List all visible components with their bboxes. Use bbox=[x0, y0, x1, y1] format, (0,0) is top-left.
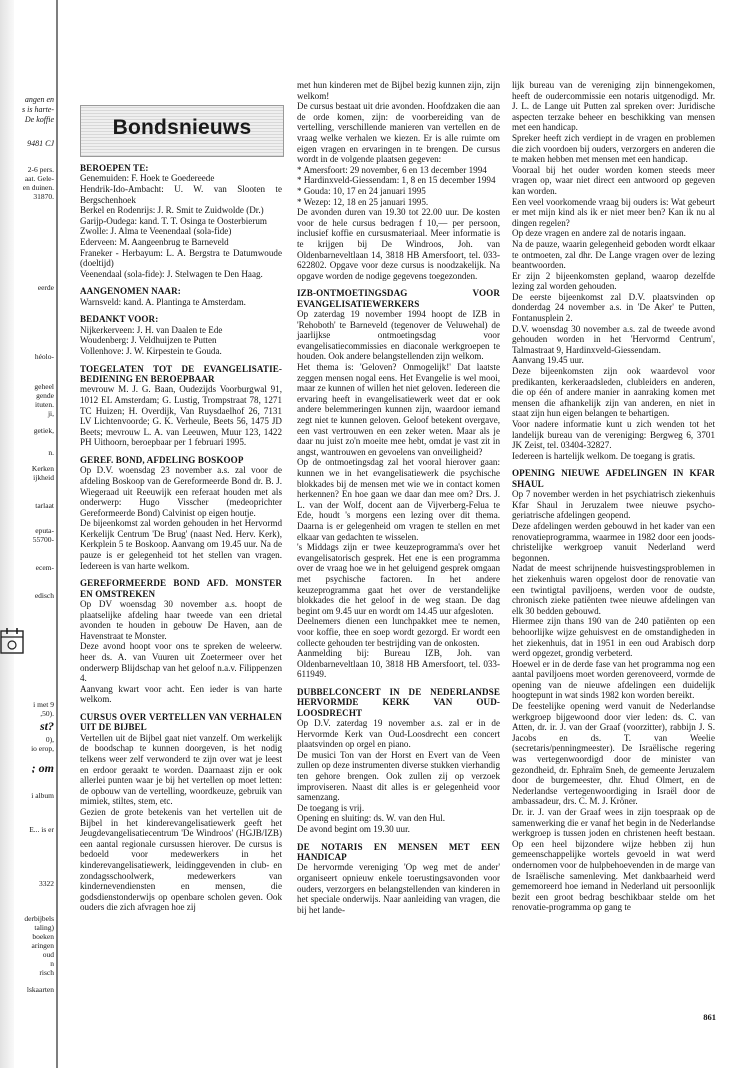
article-heading: BEROEPEN TE: bbox=[80, 163, 149, 173]
article-paragraph: 's Middags zijn er twee keuzeprogramma's over het evangelisatorisch gesprek. Het ene is een programma over de vraag hoe we in het geluigend gesprek omgaan met psychische factoren. In het andere keuzeprogramma gaat het over de verstandelijke blokkades die het geloof in de weg staan. De dag begint om 9.45 uur en wordt om 14.45 uur afgesloten. bbox=[297, 542, 500, 616]
section-masthead bbox=[80, 105, 284, 157]
article-heading: GEREFORMEERDE BOND AFD. MONSTER EN OMSTREKEN bbox=[80, 578, 282, 599]
article-paragraph: Veenendaal (sola-fide): J. Stelwagen te Den Haag. bbox=[80, 268, 263, 279]
article-paragraph: Garijp-Oudega: kand. T. T. Osinga te Oosterbierum bbox=[80, 215, 267, 226]
previous-page-fragment: st? bbox=[39, 722, 54, 731]
article-paragraph: Deze bijeenkomsten zijn ook waardevol voor predikanten, kerkeraadsleden, clubleiders en anderen, die op één of andere manier in aanraking komen met mensen die afhankelijk zijn van anderen, en niet in staat zijn hun eigen belangen te behartigen. bbox=[512, 366, 715, 419]
article-paragraph: De hervormde vereniging 'Op weg met de ander' organiseert opnieuw enkele toerustingsavonden voor ouders, verzorgers en belangstellenden van kinderen in het speciale onderwijs. Naar aanleiding van vragen, die bij het lande- bbox=[297, 862, 500, 915]
previous-page-fragment: 0), bbox=[45, 735, 54, 744]
article-paragraph: D.V. woensdag 30 november a.s. zal de tweede avond gehouden worden in het 'Hervormd Centrum', Talmastraat 9, Hardinxveld-Giessendam. bbox=[512, 323, 715, 355]
article-paragraph: Warnsveld: kand. A. Plantinga te Amsterdam. bbox=[80, 296, 246, 307]
article-paragraph: Vertellen uit de Bijbel gaat niet vanzelf. Om werkelijk de boodschap te kunnen doorgeven, is het nodig telkens weer zelf verwonderd te zijn over wat je leest en erdoor geraakt te worden. Daarnaast zijn er ook allerlei punten waar je bij het vertellen op moet letten: de opbouw van de vertelling, woordkeuze, gebruik van mimiek, stiltes, stem, etc. bbox=[80, 732, 282, 807]
section-title: Bondsnieuws bbox=[112, 116, 252, 139]
previous-page-fragment: angen en bbox=[24, 95, 54, 104]
previous-page-fragment: ijkheid bbox=[33, 473, 54, 482]
previous-page-fragment: io erop, bbox=[31, 744, 54, 753]
article-paragraph: Nijkerkerveen: J. H. van Daalen te Ede bbox=[80, 324, 223, 335]
previous-page-fragment: ji, bbox=[47, 409, 54, 418]
previous-page-fragment: eputa- bbox=[35, 526, 54, 535]
article-paragraph: Op de ontmoetingsdag zal het vooral hierover gaan: kunnen we in het evangelisatiewerk die psychische blokkades bij de mensen met wie we in contact komen herkennen? En hoe gaan we daar dan mee om? Drs. J. L. van der Wolf, docent aan de Vijverberg-Felua te Ede, houdt 's morgens een lezing over dit thema. Daarna is er gelegenheid om vragen te stellen en met elkaar van gedachten te wisselen. bbox=[297, 457, 500, 542]
article-paragraph: De feestelijke opening werd vanuit de Nederlandse werkgroep bijgewoond door vier leden: ds. C. van Atten, dr. ir. J. van der Graaf (voorzitter), rabbijn J. S. Jacobs en ds. T. van Weelie (secretaris/penningmeester). De Israëlische regering was vertegenwoordigd door de minister van gezondheid, dr. Ephraïm Sneh, de gemeente Jeruzalem door de burgemeester, dhr. Ehud Olmert, en de Nederlandse vertegenwoordiging in Israël door de ambassadeur, drs. C. M. J. Kröner. bbox=[512, 701, 715, 807]
article-paragraph: De musici Ton van der Horst en Evert van de Veen zullen op deze instrumenten diverse stukken vierhandig ten gehore brengen. Ook zullen zij op verzoek improviseren. Naast dit alles is er gelegenheid voor samenzang. bbox=[297, 749, 500, 803]
previous-page-fragment: eerde bbox=[37, 283, 54, 292]
article-paragraph: De bijeenkomst zal worden gehouden in het Hervormd Kerkelijk Centrum 'De Brug' (naast Ned. Herv. Kerk), Kerkplein 5 te Boskoop. Aanvang om 19.45 uur. Na de pauze is er gelegenheid tot het stellen van vragen. Iedereen is van harte welkom. bbox=[80, 518, 282, 571]
article-paragraph: Aanvang kwart voor acht. Een ieder is van harte welkom. bbox=[80, 683, 282, 705]
article-paragraph: Franeker - Herbayum: L. A. Bergstra te Datumwoude (doeltijd) bbox=[80, 247, 282, 269]
article-paragraph: Hiermee zijn thans 190 van de 240 patiënten op een behoorlijke wijze gehuisvest en de omstandigheden in het ziekenhuis, dat in 1951 in een oud Arabisch dorp werd opgezet, grondig verbeterd. bbox=[512, 616, 715, 659]
previous-page-fragment: ecem- bbox=[35, 563, 54, 572]
previous-page-fragment: aat. Gele- bbox=[24, 174, 54, 183]
previous-page-fragment: 31870. bbox=[33, 192, 54, 201]
article-paragraph: Hoewel er in de derde fase van het programma nog een aantal paviljoens moet worden gerenoveerd, vormde de opening van de nieuwe afdelingen een duidelijk hoogtepunt in wat sinds 1982 kon worden bereikt. bbox=[512, 658, 715, 701]
article-heading: DUBBELCONCERT IN DE NEDERLANDSE HERVORMDE KERK VAN OUD-LOOSDRECHT bbox=[297, 686, 500, 718]
previous-page-fragment: derbijbels bbox=[24, 914, 54, 923]
previous-page-fragment: edisch bbox=[34, 591, 54, 600]
article-paragraph: * Amersfoort: 29 november, 6 en 13 december 1994 bbox=[297, 164, 487, 175]
article-paragraph: De toegang is vrij. bbox=[297, 802, 365, 813]
article-paragraph: * Wezep: 12, 18 en 25 januari 1995. bbox=[297, 196, 429, 207]
article-paragraph: * Hardinxveld-Giessendam: 1, 8 en 15 december 1994 bbox=[297, 175, 496, 186]
article-paragraph: mevrouw M. J. G. Baan, Oudezijds Voorburgwal 91, 1012 EL Amsterdam; G. Lustig, Trompstraat 78, 1271 TC Huizen; H. Overdijk, Van Ruysdaelhof 26, 7131 LV Lichtenvoorde; G. K. Verheule, Beets 56, 1475 JD Beets; mevrouw L. A. van Leeuwen, Muur 123, 1422 PH Uithoorn, beroepbaar per 1 februari 1995. bbox=[80, 384, 282, 448]
article-paragraph: Er zijn 2 bijeenkomsten gepland, waarop dezelfde lezing zal worden gehouden. bbox=[512, 270, 715, 292]
article-heading: DE NOTARIS EN MENSEN MET EEN HANDICAP bbox=[297, 841, 500, 863]
previous-page-fragment: n. bbox=[48, 448, 54, 457]
article-paragraph: * Gouda: 10, 17 en 24 januari 1995 bbox=[297, 185, 426, 196]
previous-page-fragment: aringen bbox=[31, 941, 54, 950]
previous-page-fragment: en duinen. bbox=[22, 183, 54, 192]
article-paragraph: Hendrik-Ido-Ambacht: U. W. van Slooten te Bergschenhoek bbox=[80, 184, 282, 205]
previous-page-fragment: s is harte- bbox=[22, 105, 54, 114]
previous-page-fragment: risch bbox=[39, 968, 54, 977]
previous-page-fragment: n bbox=[50, 959, 54, 968]
previous-page-fragment: De koffie bbox=[24, 115, 54, 124]
previous-page-fragment: getiek, bbox=[33, 426, 54, 435]
previous-page-fragment: héolo- bbox=[34, 352, 54, 361]
article-paragraph: met hun kinderen met de Bijbel bezig kunnen zijn, zijn welkom! bbox=[297, 80, 500, 101]
previous-page-fragment: ; om bbox=[31, 764, 54, 773]
article-paragraph: Deelnemers dienen een lunchpakket mee te nemen, voor koffie, thee en soep wordt gezorgd. Er wordt een collecte gehouden ter bestrijding van de onkosten. bbox=[297, 616, 500, 648]
previous-page-fragment: ituten. bbox=[35, 400, 54, 409]
article-paragraph: Op 7 november werden in het psychiatrisch ziekenhuis Kfar Shaul in Jeruzalem twee nieuwe psycho-geriatrische afdelingen geopend. bbox=[512, 489, 715, 521]
article-paragraph: De cursus bestaat uit drie avonden. Hoofdzaken die aan de orde komen, zijn: de voorbereiding van de vertelling, verschillende manieren van vertellen en de vraag welke verhalen we kiezen. Er is alle ruimte om eigen vragen en ervaringen in te brengen. De cursus wordt in de volgende plaatsen gegeven: bbox=[297, 101, 500, 165]
previous-page-fragment: boeken bbox=[32, 932, 54, 941]
article-heading: GEREF. BOND, AFDELING BOSKOOP bbox=[80, 454, 244, 465]
article-paragraph: Opening en sluiting: ds. W. van den Hul. bbox=[297, 813, 446, 824]
article-paragraph: De avonden duren van 19.30 tot 22.00 uur. De kosten voor de hele cursus bedragen f 10,— per persoon, inclusief koffie en cursusmateriaal. Meer informatie is te krijgen bij De Windroos, Joh. van Oldenbarneveltlaan 14, 3818 HB Amersfoort, tel. 033-622802. Opgave voor deze cursus is noodzakelijk. Na opgave worden de nodige gegevens toegezonden. bbox=[297, 207, 500, 281]
column-3 bbox=[512, 80, 715, 913]
article-paragraph: Op DV woensdag 30 november a.s. hoopt de plaatselijke afdeling haar tweede van een drietal avonden te houden in gebouw De Haven, aan de Havenstraat te Monster. bbox=[80, 599, 282, 641]
article-heading: OPENING NIEUWE AFDELINGEN IN KFAR SHAUL bbox=[512, 468, 715, 489]
previous-page-fragment: 9481 CJ bbox=[27, 139, 54, 148]
article-paragraph: De eerste bijeenkomst zal D.V. plaatsvinden op donderdag 24 november a.s. in 'De Aker' te Putten, Fontanusplein 2. bbox=[512, 291, 715, 324]
previous-page-fragment: i met 9 bbox=[33, 700, 54, 709]
article-paragraph: lijk bureau van de vereniging zijn binnengekomen, heeft de oudercommissie een notaris uitgenodigd. Mr. J. L. de Lange uit Putten zal spreken over: Juridische aspecten terzake beheer en beschikking van mensen met een handicap. bbox=[512, 80, 715, 133]
previous-page-fragment: geheel bbox=[34, 382, 54, 391]
article-paragraph: Ederveen: M. Aangeenbrug te Barneveld bbox=[80, 236, 229, 247]
article-paragraph: Op zaterdag 19 november 1994 hoopt de IZB in 'Rehoboth' te Barneveld (tegenover de Veluwehal) de jaarlijkse ontmoetingsdag voor evangelisatiecommissies en diaconale werkgroepen te houden. Ook andere belangstellenden zijn welkom. bbox=[297, 309, 500, 362]
previous-page-fragment: oud bbox=[42, 950, 54, 959]
previous-page-fragment: Kerken bbox=[31, 464, 54, 473]
previous-page-fragment: 3322 bbox=[39, 879, 54, 888]
article-paragraph: Iedereen is hartelijk welkom. De toegang is gratis. bbox=[512, 450, 696, 461]
column-2 bbox=[297, 80, 500, 915]
previous-page-fragment: 55700- bbox=[32, 535, 54, 544]
article-paragraph: Woudenberg: J. Veldhuijzen te Putten bbox=[80, 335, 217, 346]
page-number: 861 bbox=[703, 1012, 716, 1022]
article-paragraph: Genemuiden: F. Hoek te Goedereede bbox=[80, 173, 215, 184]
article-paragraph: Aanvang 19.45 uur. bbox=[512, 355, 584, 366]
article-paragraph: Een veel voorkomende vraag bij ouders is: Wat gebeurt er met mijn kind als ik er niet meer ben? Kan ik nu al dingen regelen? bbox=[512, 196, 715, 228]
article-paragraph: Voor nadere informatie kunt u zich wenden tot het landelijk bureau van de vereniging: Bergweg 6, 3701 JK Zeist, tel. 03404-32827. bbox=[512, 419, 715, 451]
article-paragraph: Gezien de grote betekenis van het vertellen uit de Bijbel in het kinderevangelisatiewerk geeft het Jeugdevangelisatiecentrum 'De Windroos' (HGJB/IZB) een aantal regionale cursussen hierover. De cursus is bedoeld voor medewerkers in het kinderevangelisatiewerk, leidinggevenden in club- en zondagsschoolwerk, medewerkers van kindernevendiensten en mensen, die godsdienstonderwijs op openbare scholen geven. Ook ouders die zich afvragen hoe zij bbox=[80, 806, 282, 913]
article-paragraph: Berkel en Rodenrijs: J. R. Smit te Zuidwolde (Dr.) bbox=[80, 205, 264, 216]
previous-page-fragment: taling) bbox=[34, 923, 54, 932]
previous-page-fragment: E... is er bbox=[29, 825, 54, 834]
article-paragraph: Op D.V. woensdag 23 november a.s. zal voor de afdeling Boskoop van de Gereformeerde Bond dr. B. J. Wiegeraad uit Reeuwijk een referaat houden met als onderwerp: Hugo Visscher (medeoprichter Gereformeerde Bond) Calvinist op eigen houtje. bbox=[80, 465, 282, 518]
column-1 bbox=[80, 163, 282, 913]
article-heading: BEDANKT VOOR: bbox=[80, 314, 159, 325]
article-paragraph: Het thema is: 'Geloven? Onmogelijk!' Dat laatste zeggen mensen nogal eens. Het Evangelie is wel mooi, maar ze kunnen of willen het niet geloven. Iedereen die ervaring heeft in evangelisatiewerk weet dat er ook andere belemmeringen kunnen zijn, waardoor iemand zegt niet te kunnen geloven. Geloof betekent overgave, een vast vertrouwen en een zeker weten. Maar als je daar nu juist zo'n moeite mee hebt, omdat je vast zit in angst, wantrouwen en gevoelens van onveiligheid? bbox=[297, 362, 500, 457]
article-paragraph: Aanmelding bij: Bureau IZB, Joh. van Oldenbarneveltlaan 10, 3818 HB Amersfoort, tel. 033-611949. bbox=[297, 648, 500, 680]
previous-page-fragment: ,50). bbox=[40, 709, 54, 718]
article-paragraph: Vooraal bij het ouder worden komen steeds meer vragen op, waar niet direct een antwoord op gegeven kan worden. bbox=[512, 164, 715, 196]
article-paragraph: Vollenhove: J. W. Kirpestein te Gouda. bbox=[80, 345, 222, 356]
article-paragraph: Deze afdelingen werden gebouwd in het kader van een renovatieprogramma, waarmee in 1982 door een joods-christelijke werkgroep vanuit Nederland werd begonnen. bbox=[512, 520, 715, 563]
previous-page-fragment: tarlaat bbox=[35, 501, 54, 510]
calendar-icon bbox=[0, 626, 26, 656]
article-paragraph: Zwolle: J. Alma te Veenendaal (sola-fide) bbox=[80, 226, 232, 237]
article-heading: IZB-ONTMOETINGSDAG VOOR EVANGELISATIEWERKERS bbox=[297, 288, 500, 309]
article-paragraph: Nadat de meest schrijnende huisvestingsproblemen in het ziekenhuis waren opgelost door de renovatie van een twintigtal paviljoens, werden voor de oudste, chronisch zieke patiënten twee nieuwe afdelingen van elk 30 bedden gebouwd. bbox=[512, 563, 715, 616]
previous-page-fragment: lskaarten bbox=[26, 985, 54, 994]
previous-page-fragment: i album bbox=[31, 791, 54, 800]
page-shadow bbox=[0, 0, 14, 1068]
article-heading: CURSUS OVER VERTELLEN VAN VERHALEN UIT DE BIJBEL bbox=[80, 712, 282, 733]
previous-page-fragment: 2-6 pers. bbox=[27, 165, 54, 174]
article-paragraph: Op deze vragen en andere zal de notaris ingaan. bbox=[512, 228, 686, 239]
previous-page-fragment: gende bbox=[36, 391, 54, 400]
article-paragraph: Na de pauze, waarin gelegenheid geboden wordt elkaar te ontmoeten, zal dhr. De Lange vragen over de lezing beantwoorden. bbox=[512, 238, 715, 271]
article-heading: TOEGELATEN TOT DE EVANGELISATIE-BEDIENING EN BEROEPBAAR bbox=[80, 363, 282, 384]
page-gutter bbox=[56, 0, 58, 1068]
article-paragraph: Dr. ir. J. van der Graaf wees in zijn toespraak op de samenwerking die er vanaf het begin in de Nederlandse werkgroep is tussen joden en christenen heeft bestaan. Op een heel bijzondere wijze hebben zij hun gemeenschappelijke wortels gevoeld in wat werd ondernomen voor de hulpbehoevenden in de marge van de Israëlische samenleving. Met dankbaarheid werd gememoreerd hoe iemand in Nederland uit persoonlijk bezit een groot bedrag beschikbaar stelde om het renovatie-programma op gang te bbox=[512, 807, 715, 913]
article-paragraph: Deze avond hoopt voor ons te spreken de weleerw. heer ds. A. van Vuuren uit Zoetermeer over het onderwerp Blijdschap van het geloof n.a.v. Filippenzen 4. bbox=[80, 641, 282, 684]
article-paragraph: Op D.V. zaterdag 19 november a.s. zal er in de Hervormde Kerk van Oud-Loosdrecht een concert plaatsvinden op orgel en piano. bbox=[297, 718, 500, 750]
article-heading: AANGENOMEN NAAR: bbox=[80, 286, 181, 297]
article-paragraph: De avond begint om 19.30 uur. bbox=[297, 824, 410, 835]
article-paragraph: Spreker heeft zich verdiept in de vragen en problemen die zich voordoen bij ouders, verzorgers en anderen die te maken hebben met mensen met een handicap. bbox=[512, 132, 715, 165]
